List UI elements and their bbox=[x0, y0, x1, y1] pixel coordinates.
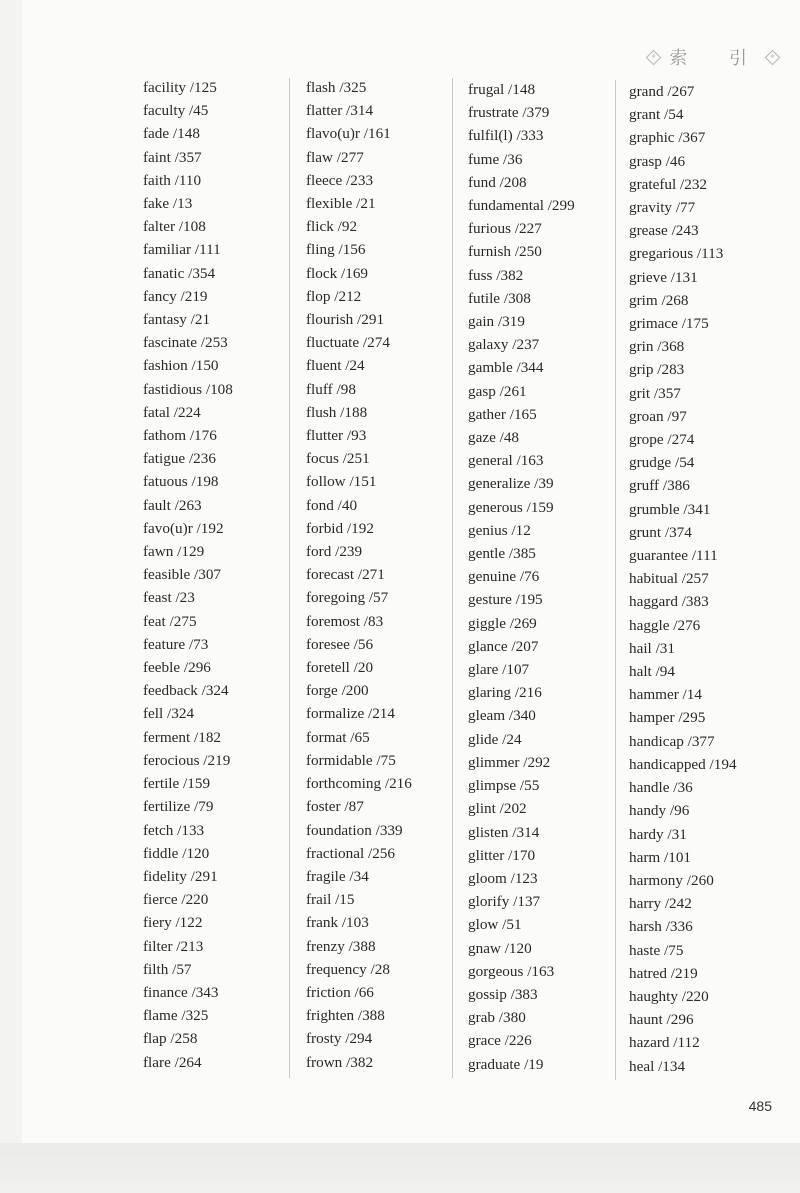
index-entry: gloom /123 bbox=[468, 869, 538, 887]
index-entry: flatter /314 bbox=[306, 102, 374, 120]
index-entry: fiery /122 bbox=[143, 914, 203, 932]
index-entry: feast /23 bbox=[143, 589, 195, 607]
index-entry: flutter /93 bbox=[306, 427, 367, 445]
page-number: 485 bbox=[748, 1098, 772, 1114]
index-entry: foregoing /57 bbox=[306, 589, 389, 607]
index-entry: formalize /214 bbox=[306, 705, 395, 723]
index-entry: furious /227 bbox=[468, 220, 542, 238]
index-entry: flash /325 bbox=[306, 79, 367, 96]
index-entry: halt /94 bbox=[629, 663, 675, 681]
index-entry: ferocious /219 bbox=[143, 751, 231, 769]
index-entry: genius /12 bbox=[468, 521, 531, 539]
index-entry: grim /268 bbox=[629, 291, 689, 309]
index-entry: galaxy /237 bbox=[468, 336, 540, 354]
index-entry: forge /200 bbox=[306, 682, 369, 700]
index-entry: grin /368 bbox=[629, 338, 685, 356]
index-entry: graduate /19 bbox=[468, 1055, 544, 1073]
index-entry: handicapped /194 bbox=[629, 755, 737, 773]
index-entry: glint /202 bbox=[468, 800, 527, 818]
index-entry: gleam /340 bbox=[468, 707, 536, 725]
index-entry: friction /66 bbox=[306, 983, 374, 1001]
index-entry: hamper /295 bbox=[629, 709, 706, 727]
index-entry: flop /212 bbox=[306, 287, 362, 305]
index-entry: frail /15 bbox=[306, 891, 355, 909]
index-entry: fathom /176 bbox=[143, 427, 217, 445]
index-entry: faint /357 bbox=[143, 148, 202, 166]
index-entry: ferment /182 bbox=[143, 728, 222, 746]
index-entry: fawn /129 bbox=[143, 543, 205, 561]
index-entry: flap /258 bbox=[143, 1030, 198, 1048]
index-entry: guarantee /111 bbox=[629, 547, 718, 565]
index-entry: foremost /83 bbox=[306, 612, 384, 630]
index-entry: fashion /150 bbox=[143, 357, 219, 375]
index-entry: grit /357 bbox=[629, 384, 681, 402]
index-entry: fancy /219 bbox=[143, 287, 208, 305]
index-entry: frenzy /388 bbox=[306, 937, 376, 955]
index-entry: fierce /220 bbox=[143, 891, 209, 909]
index-entry: grace /226 bbox=[468, 1032, 532, 1050]
index-entry: hammer /14 bbox=[629, 686, 702, 704]
index-entry: haggle /276 bbox=[629, 616, 701, 634]
index-entry: fatuous /198 bbox=[143, 473, 219, 491]
index-entry: gruff /386 bbox=[629, 477, 690, 495]
index-entry: forbid /192 bbox=[306, 519, 374, 537]
index-entry: futile /308 bbox=[468, 289, 531, 307]
index-entry: fanatic /354 bbox=[143, 264, 216, 282]
index-entry: flock /169 bbox=[306, 264, 369, 282]
index-entry: falter /108 bbox=[143, 218, 206, 236]
index-entry: fascinate /253 bbox=[143, 334, 228, 352]
index-entry: frugal /148 bbox=[468, 81, 536, 98]
index-entry: grimace /175 bbox=[629, 315, 709, 333]
index-entry: familiar /111 bbox=[143, 241, 221, 259]
index-entry: flourish /291 bbox=[306, 311, 385, 329]
index-entry: gnaw /120 bbox=[468, 939, 532, 957]
book-page bbox=[22, 0, 800, 1143]
index-entry: follow /151 bbox=[306, 473, 377, 491]
index-entry: grunt /374 bbox=[629, 523, 692, 541]
index-entry: flavo(u)r /161 bbox=[306, 125, 391, 143]
index-entry: foundation /339 bbox=[306, 821, 403, 839]
index-entry: focus /251 bbox=[306, 450, 370, 468]
index-entry: glitter /170 bbox=[468, 846, 536, 864]
index-entry: grudge /54 bbox=[629, 454, 695, 472]
index-entry: fidelity /291 bbox=[143, 867, 218, 885]
index-entry: foretell /20 bbox=[306, 659, 374, 677]
index-entry: grasp /46 bbox=[629, 152, 686, 170]
index-entry: gravity /77 bbox=[629, 199, 696, 217]
index-entry: fantasy /21 bbox=[143, 311, 211, 329]
index-entry: gentle /385 bbox=[468, 545, 536, 563]
column-divider bbox=[452, 78, 453, 1078]
index-entry: grand /267 bbox=[629, 83, 695, 100]
index-entry: fastidious /108 bbox=[143, 380, 233, 398]
index-entry: glimmer /292 bbox=[468, 753, 551, 771]
index-entry: groan /97 bbox=[629, 407, 687, 425]
index-entry: hail /31 bbox=[629, 639, 675, 657]
index-entry: fulfil(l) /333 bbox=[468, 127, 544, 145]
index-entry: fuss /382 bbox=[468, 266, 524, 284]
index-column-4 bbox=[629, 80, 779, 1078]
index-entry: generalize /39 bbox=[468, 475, 554, 493]
index-entry: fundamental /299 bbox=[468, 197, 575, 215]
index-entry: filter /213 bbox=[143, 937, 204, 955]
index-entry: grease /243 bbox=[629, 222, 699, 240]
index-entry: glorify /137 bbox=[468, 893, 541, 911]
index-entry: faculty /45 bbox=[143, 102, 209, 120]
index-entry: flaw /277 bbox=[306, 148, 364, 166]
index-column-1 bbox=[143, 76, 293, 1074]
index-entry: gorgeous /163 bbox=[468, 962, 555, 980]
index-entry: frustrate /379 bbox=[468, 104, 550, 122]
index-entry: habitual /257 bbox=[629, 570, 709, 588]
index-entry: grab /380 bbox=[468, 1009, 526, 1027]
index-entry: ford /239 bbox=[306, 543, 363, 561]
index-entry: faith /110 bbox=[143, 171, 202, 189]
page-header bbox=[648, 44, 778, 70]
index-entry: feat /275 bbox=[143, 612, 197, 630]
index-entry: gather /165 bbox=[468, 405, 537, 423]
index-entry: glimpse /55 bbox=[468, 777, 540, 795]
index-entry: graphic /367 bbox=[629, 129, 706, 147]
index-entry: fiddle /120 bbox=[143, 844, 210, 862]
index-entry: frequency /28 bbox=[306, 960, 390, 978]
diamond-ornament-icon bbox=[765, 49, 781, 65]
index-entry: feeble /296 bbox=[143, 659, 211, 677]
page-edge-shadow bbox=[0, 1143, 800, 1193]
index-entry: gasp /261 bbox=[468, 382, 527, 400]
index-entry: gamble /344 bbox=[468, 359, 544, 377]
index-entry: fluctuate /274 bbox=[306, 334, 390, 352]
index-entry: glance /207 bbox=[468, 637, 539, 655]
index-entry: handy /96 bbox=[629, 802, 690, 820]
index-entry: forecast /271 bbox=[306, 566, 385, 584]
index-entry: fond /40 bbox=[306, 496, 358, 514]
index-entry: haughty /220 bbox=[629, 987, 709, 1005]
index-entry: heal /134 bbox=[629, 1057, 686, 1075]
index-entry: grope /274 bbox=[629, 431, 695, 449]
index-entry: harm /101 bbox=[629, 848, 692, 866]
index-entry: hardy /31 bbox=[629, 825, 687, 843]
index-entry: fetch /133 bbox=[143, 821, 205, 839]
header-title: 索 引 bbox=[669, 48, 765, 69]
index-entry: haunt /296 bbox=[629, 1011, 694, 1029]
index-entry: grateful /232 bbox=[629, 175, 708, 193]
index-entry: feature /73 bbox=[143, 635, 209, 653]
index-entry: fragile /34 bbox=[306, 867, 369, 885]
index-entry: grieve /131 bbox=[629, 268, 698, 286]
index-entry: general /163 bbox=[468, 452, 544, 470]
index-entry: haste /75 bbox=[629, 941, 684, 959]
index-entry: grant /54 bbox=[629, 106, 684, 124]
index-entry: harry /242 bbox=[629, 895, 692, 913]
index-entry: favo(u)r /192 bbox=[143, 519, 224, 537]
index-column-3 bbox=[468, 78, 618, 1076]
index-entry: glide /24 bbox=[468, 730, 522, 748]
index-entry: frighten /388 bbox=[306, 1007, 385, 1025]
index-entry: glare /107 bbox=[468, 661, 530, 679]
index-entry: forthcoming /216 bbox=[306, 775, 412, 793]
index-entry: flick /92 bbox=[306, 218, 358, 236]
index-entry: generous /159 bbox=[468, 498, 554, 516]
index-entry: fake /13 bbox=[143, 195, 193, 213]
index-entry: haggard /383 bbox=[629, 593, 709, 611]
index-entry: hatred /219 bbox=[629, 964, 698, 982]
column-divider bbox=[615, 80, 616, 1080]
index-entry: gesture /195 bbox=[468, 591, 543, 609]
diamond-ornament-icon bbox=[646, 49, 662, 65]
index-entry: grumble /341 bbox=[629, 500, 711, 518]
index-entry: harmony /260 bbox=[629, 871, 714, 889]
index-entry: fluent /24 bbox=[306, 357, 365, 375]
index-column-2 bbox=[306, 76, 456, 1074]
index-entry: harsh /336 bbox=[629, 918, 693, 936]
index-entry: feasible /307 bbox=[143, 566, 222, 584]
index-entry: formidable /75 bbox=[306, 751, 396, 769]
index-entry: furnish /250 bbox=[468, 243, 542, 261]
index-entry: hazard /112 bbox=[629, 1034, 700, 1052]
index-entry: glow /51 bbox=[468, 916, 522, 934]
index-entry: handle /36 bbox=[629, 779, 693, 797]
index-entry: flush /188 bbox=[306, 403, 368, 421]
index-entry: glaring /216 bbox=[468, 684, 542, 702]
index-entry: grip /283 bbox=[629, 361, 685, 379]
index-entry: fertile /159 bbox=[143, 775, 211, 793]
index-entry: frown /382 bbox=[306, 1053, 374, 1071]
index-entry: fume /36 bbox=[468, 150, 523, 168]
index-entry: format /65 bbox=[306, 728, 370, 746]
index-entry: fling /156 bbox=[306, 241, 366, 259]
index-entry: handicap /377 bbox=[629, 732, 715, 750]
index-entry: gossip /383 bbox=[468, 985, 538, 1003]
index-entry: fleece /233 bbox=[306, 171, 374, 189]
index-entry: fertilize /79 bbox=[143, 798, 214, 816]
index-entry: flare /264 bbox=[143, 1053, 202, 1071]
index-entry: foresee /56 bbox=[306, 635, 374, 653]
index-entry: fund /208 bbox=[468, 173, 527, 191]
index-entry: fell /324 bbox=[143, 705, 195, 723]
index-entry: foster /87 bbox=[306, 798, 364, 816]
index-entry: feedback /324 bbox=[143, 682, 229, 700]
index-entry: fatal /224 bbox=[143, 403, 201, 421]
index-entry: gain /319 bbox=[468, 313, 525, 331]
index-entry: fault /263 bbox=[143, 496, 202, 514]
index-entry: fatigue /236 bbox=[143, 450, 216, 468]
index-entry: frank /103 bbox=[306, 914, 369, 932]
index-entry: gaze /48 bbox=[468, 429, 520, 447]
index-entry: flame /325 bbox=[143, 1007, 209, 1025]
index-entry: flexible /21 bbox=[306, 195, 376, 213]
index-entry: facility /125 bbox=[143, 79, 217, 96]
index-entry: fluff /98 bbox=[306, 380, 356, 398]
index-entry: glisten /314 bbox=[468, 823, 540, 841]
index-entry: gregarious /113 bbox=[629, 245, 724, 263]
index-entry: fractional /256 bbox=[306, 844, 395, 862]
index-entry: genuine /76 bbox=[468, 568, 540, 586]
index-entry: frosty /294 bbox=[306, 1030, 373, 1048]
column-divider bbox=[289, 78, 290, 1078]
index-entry: finance /343 bbox=[143, 983, 219, 1001]
index-entry: giggle /269 bbox=[468, 614, 537, 632]
index-entry: filth /57 bbox=[143, 960, 192, 978]
index-entry: fade /148 bbox=[143, 125, 200, 143]
